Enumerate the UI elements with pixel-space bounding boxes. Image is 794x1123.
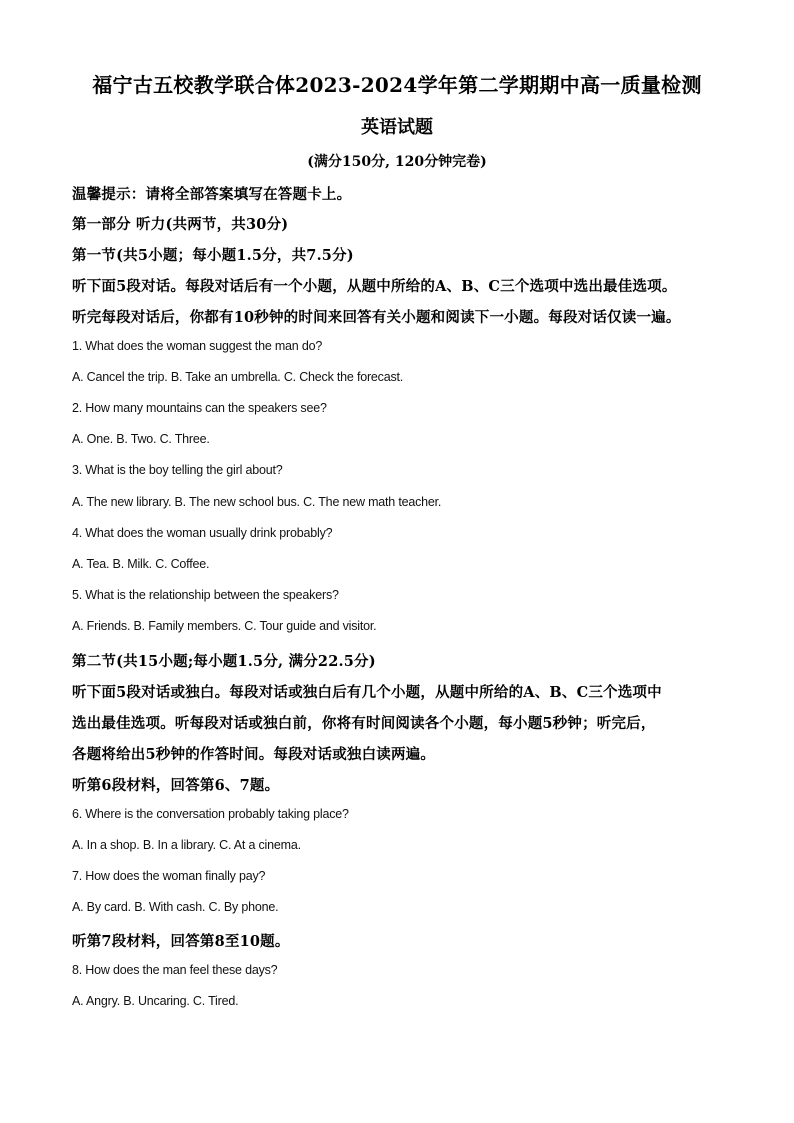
options-6: A. In a shop. B. In a library. C. At a cinema.: [72, 838, 301, 852]
exam-title: 福宁古五校教学联合体2023-2024学年第二学期期中高一质量检测: [92, 73, 702, 97]
question-8: 8. How does the man feel these days?: [72, 963, 278, 977]
options-1: A. Cancel the trip. B. Take an umbrella. C. Check the forecast.: [72, 370, 404, 384]
question-2: 2. How many mountains can the speakers see?: [72, 401, 327, 415]
question-5: 5. What is the relationship between the speakers?: [72, 588, 339, 602]
instruction-2a: 听下面5段对话或独白。每段对话或独白后有几个小题，从题中所给的A、B、C三个选项中: [72, 684, 662, 701]
options-4: A. Tea. B. Milk. C. Coffee.: [72, 557, 210, 571]
section1-heading: 第一节(共5小题；每小题1.5分，共7.5分): [72, 247, 354, 264]
score-time-note: (满分150分, 120分钟完卷): [307, 154, 487, 170]
question-4: 4. What does the woman usually drink probably?: [72, 526, 333, 540]
question-7: 7. How does the woman finally pay?: [72, 869, 266, 883]
options-2: A. One. B. Two. C. Three.: [72, 432, 210, 446]
instruction-2b: 选出最佳选项。听每段对话或独白前，你将有时间阅读各个小题，每小题5秒钟；听完后，: [72, 715, 656, 732]
instruction-1b: 听完每段对话后，你都有10秒钟的时间来回答有关小题和阅读下一小题。每段对话仅读一遍。: [72, 309, 681, 326]
question-3: 3. What is the boy telling the girl about?: [72, 463, 283, 477]
options-7: A. By card. B. With cash. C. By phone.: [72, 900, 279, 914]
material-6-heading: 听第6段材料，回答第6、7题。: [72, 777, 280, 794]
instruction-1a: 听下面5段对话。每段对话后有一个小题，从题中所给的A、B、C三个选项中选出最佳选项。: [72, 278, 677, 295]
question-1: 1. What does the woman suggest the man do?: [72, 339, 323, 353]
options-5: A. Friends. B. Family members. C. Tour guide and visitor.: [72, 619, 377, 633]
options-3: A. The new library. B. The new school bus. C. The new math teacher.: [72, 495, 442, 509]
question-6: 6. Where is the conversation probably taking place?: [72, 807, 349, 821]
instruction-2c: 各题将给出5秒钟的作答时间。每段对话或独白读两遍。: [72, 746, 436, 763]
subject-title: 英语试题: [361, 117, 433, 138]
options-8: A. Angry. B. Uncaring. C. Tired.: [72, 994, 239, 1008]
tip-text: 温馨提示：请将全部答案填写在答题卡上。: [72, 186, 352, 203]
section2-heading: 第二节(共15小题;每小题1.5分, 满分22.5分): [72, 653, 376, 670]
part1-heading: 第一部分 听力(共两节，共30分): [72, 216, 289, 233]
material-7-heading: 听第7段材料，回答第8至10题。: [72, 933, 290, 950]
